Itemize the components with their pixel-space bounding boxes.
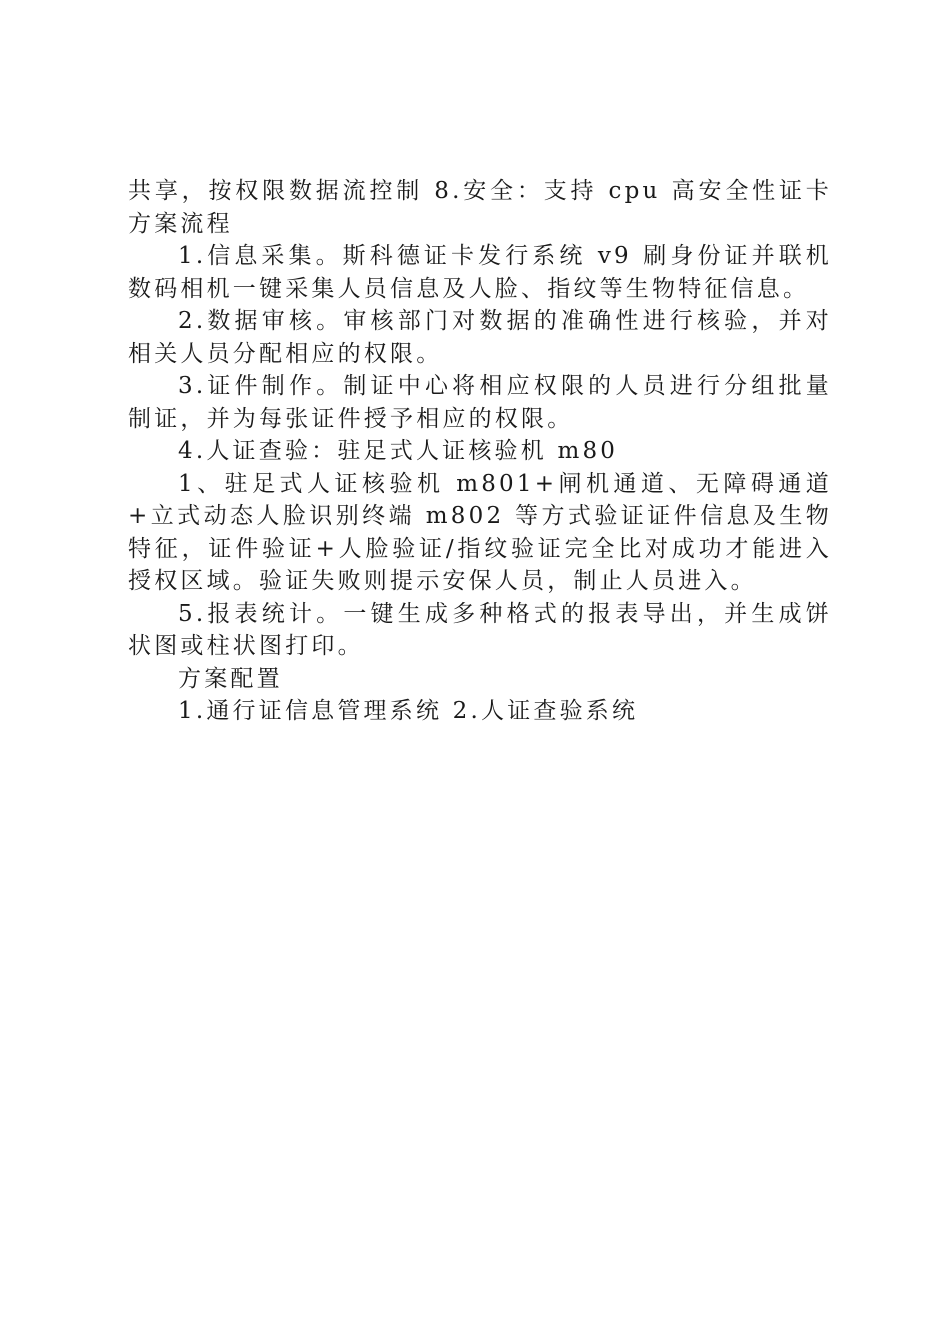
paragraph-info-collection: 1.信息采集。斯科德证卡发行系统 v9 刷身份证并联机数码相机一键采集人员信息及人脸、指纹等生物特征信息。 [128, 243, 832, 302]
paragraph-sharing-security: 共享，按权限数据流控制 8.安全：支持 cpu 高安全性证卡方案流程 [128, 178, 832, 237]
section-heading-solution-config: 方案配置 [178, 665, 283, 692]
paragraph-id-verification: 4.人证查验：驻足式人证核验机 m80 [178, 438, 619, 464]
paragraph-verification-detail: 1、驻足式人证核验机 m801+闸机通道、无障碍通道+立式动态人脸识别终端 m802 等方式验证证件信息及生物特征，证件验证+人脸验证/指纹验证完全比对成功才能进入授权区域。验证失败则提示安保人员，制止人员进入。 [128, 470, 832, 594]
paragraph-card-production: 3.证件制作。制证中心将相应权限的人员进行分组批量制证，并为每张证件授予相应的权限。 [128, 373, 832, 432]
paragraph-system-list: 1.通行证信息管理系统 2.人证查验系统 [178, 698, 639, 724]
paragraph-data-review: 2.数据审核。审核部门对数据的准确性进行核验，并对相关人员分配相应的权限。 [128, 308, 832, 367]
paragraph-report-statistics: 5.报表统计。一键生成多种格式的报表导出，并生成饼状图或柱状图打印。 [128, 600, 832, 659]
document-body [128, 175, 832, 728]
